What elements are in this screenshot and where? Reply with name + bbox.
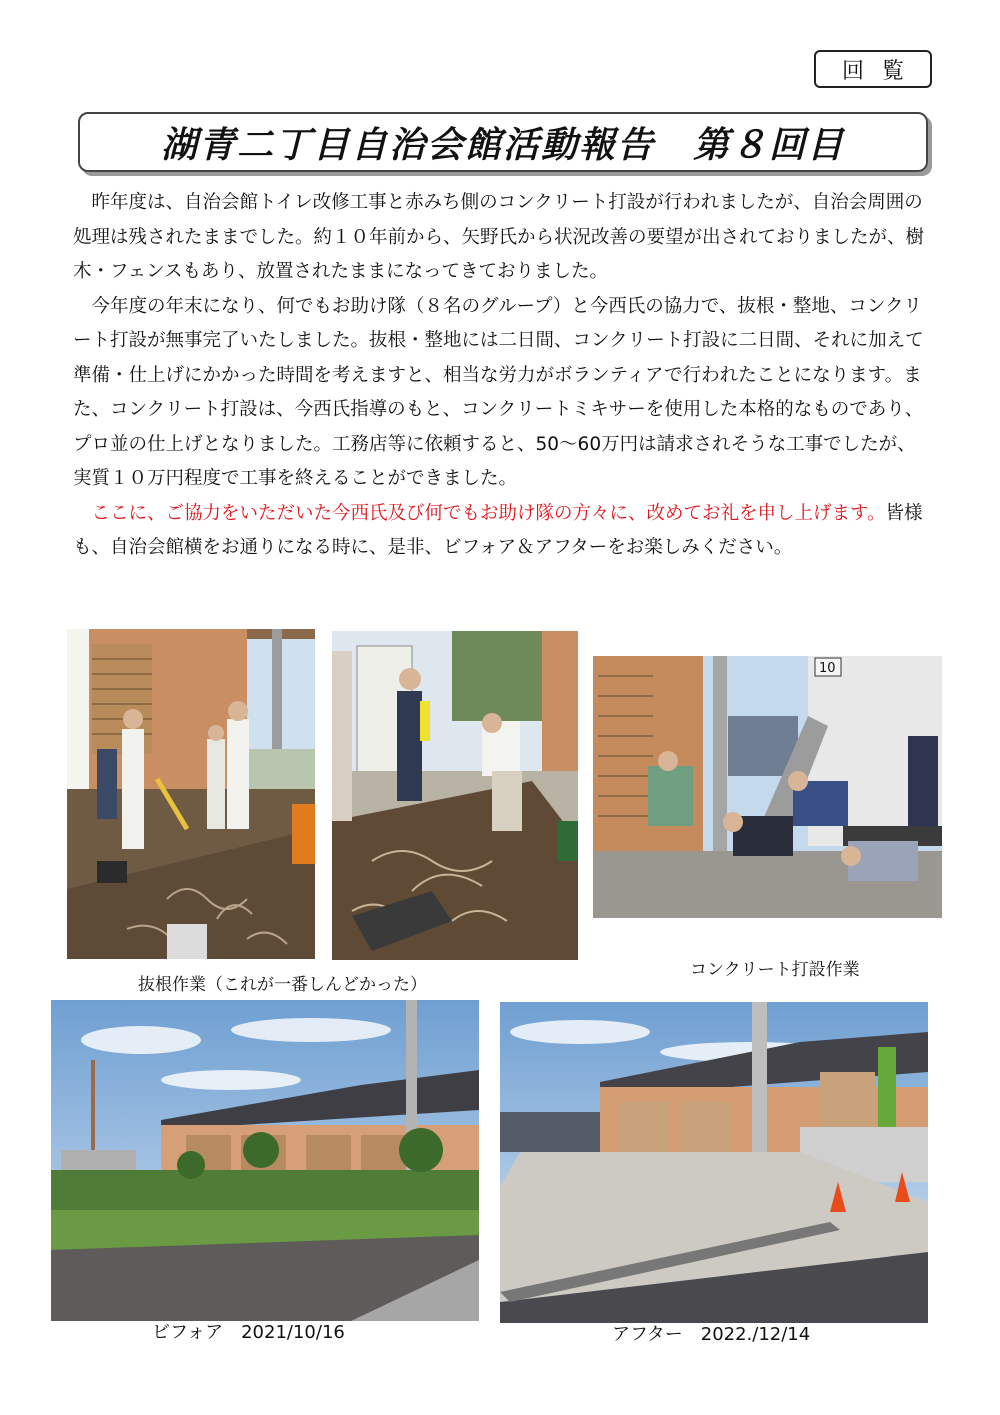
page-title: 湖青二丁目自治会館活動報告 第８回目 [160, 124, 845, 166]
photo-uprooting-2 [332, 631, 578, 960]
invitation-text: 皆様も、自治会館横をお通りになる時に、是非、ビフォア＆アフターをお楽しみください。 [73, 502, 923, 558]
report-body [73, 186, 929, 566]
paragraph-closing [73, 497, 929, 566]
photo-concrete-image [593, 656, 942, 918]
title-box [78, 112, 928, 172]
photo-concrete [593, 656, 942, 918]
circulation-stamp: 回覧 [814, 50, 932, 88]
caption-after: アフター 2022./12/14 [612, 1324, 811, 1345]
photo-before-image [51, 1000, 479, 1321]
photo-before [51, 1000, 479, 1321]
caption-concrete: コンクリート打設作業 [690, 960, 860, 980]
paragraph-2: 今年度の年末になり、何でもお助け隊（８名のグループ）と今西氏の協力で、抜根・整地、コンクリート打設が無事完了いたしました。抜根・整地には二日間、コンクリート打設に二日間、それに加えて準備・仕上げにかかった時間を考えますと、相当な労力がボランティアで行われたことになります。また、コンクリート打設は、今西氏指導のもと、コンクリートミキサーを使用した本格的なものであり、プロ並の仕上げとなりました。工務店等に依頼すると、50～60万円は請求されそうな工事でしたが、実質１０万円程度で工事を終えることができました。 [73, 295, 924, 489]
paragraph-1: 昨年度は、自治会館トイレ改修工事と赤みち側のコンクリート打設が行われましたが、自治会周囲の処理は残されたままでした。約１０年前から、矢野氏から状況改善の要望が出されておりましたが、樹木・フェンスもあり、放置されたままになってきておりました。 [73, 192, 925, 282]
photo-uprooting-1-image [67, 629, 315, 959]
photo-uprooting-2-image [332, 631, 578, 960]
truck-number: 10 [819, 661, 836, 676]
caption-uprooting: 抜根作業（これが一番しんどかった） [138, 975, 427, 995]
caption-before: ビフォア 2021/10/16 [152, 1322, 345, 1343]
photo-after-image [500, 1002, 928, 1323]
photo-after [500, 1002, 928, 1323]
thanks-text: ここに、ご協力をいただいた今西氏及び何でもお助け隊の方々に、改めてお礼を申し上げます。 [91, 502, 886, 524]
photo-uprooting-1 [67, 629, 315, 959]
